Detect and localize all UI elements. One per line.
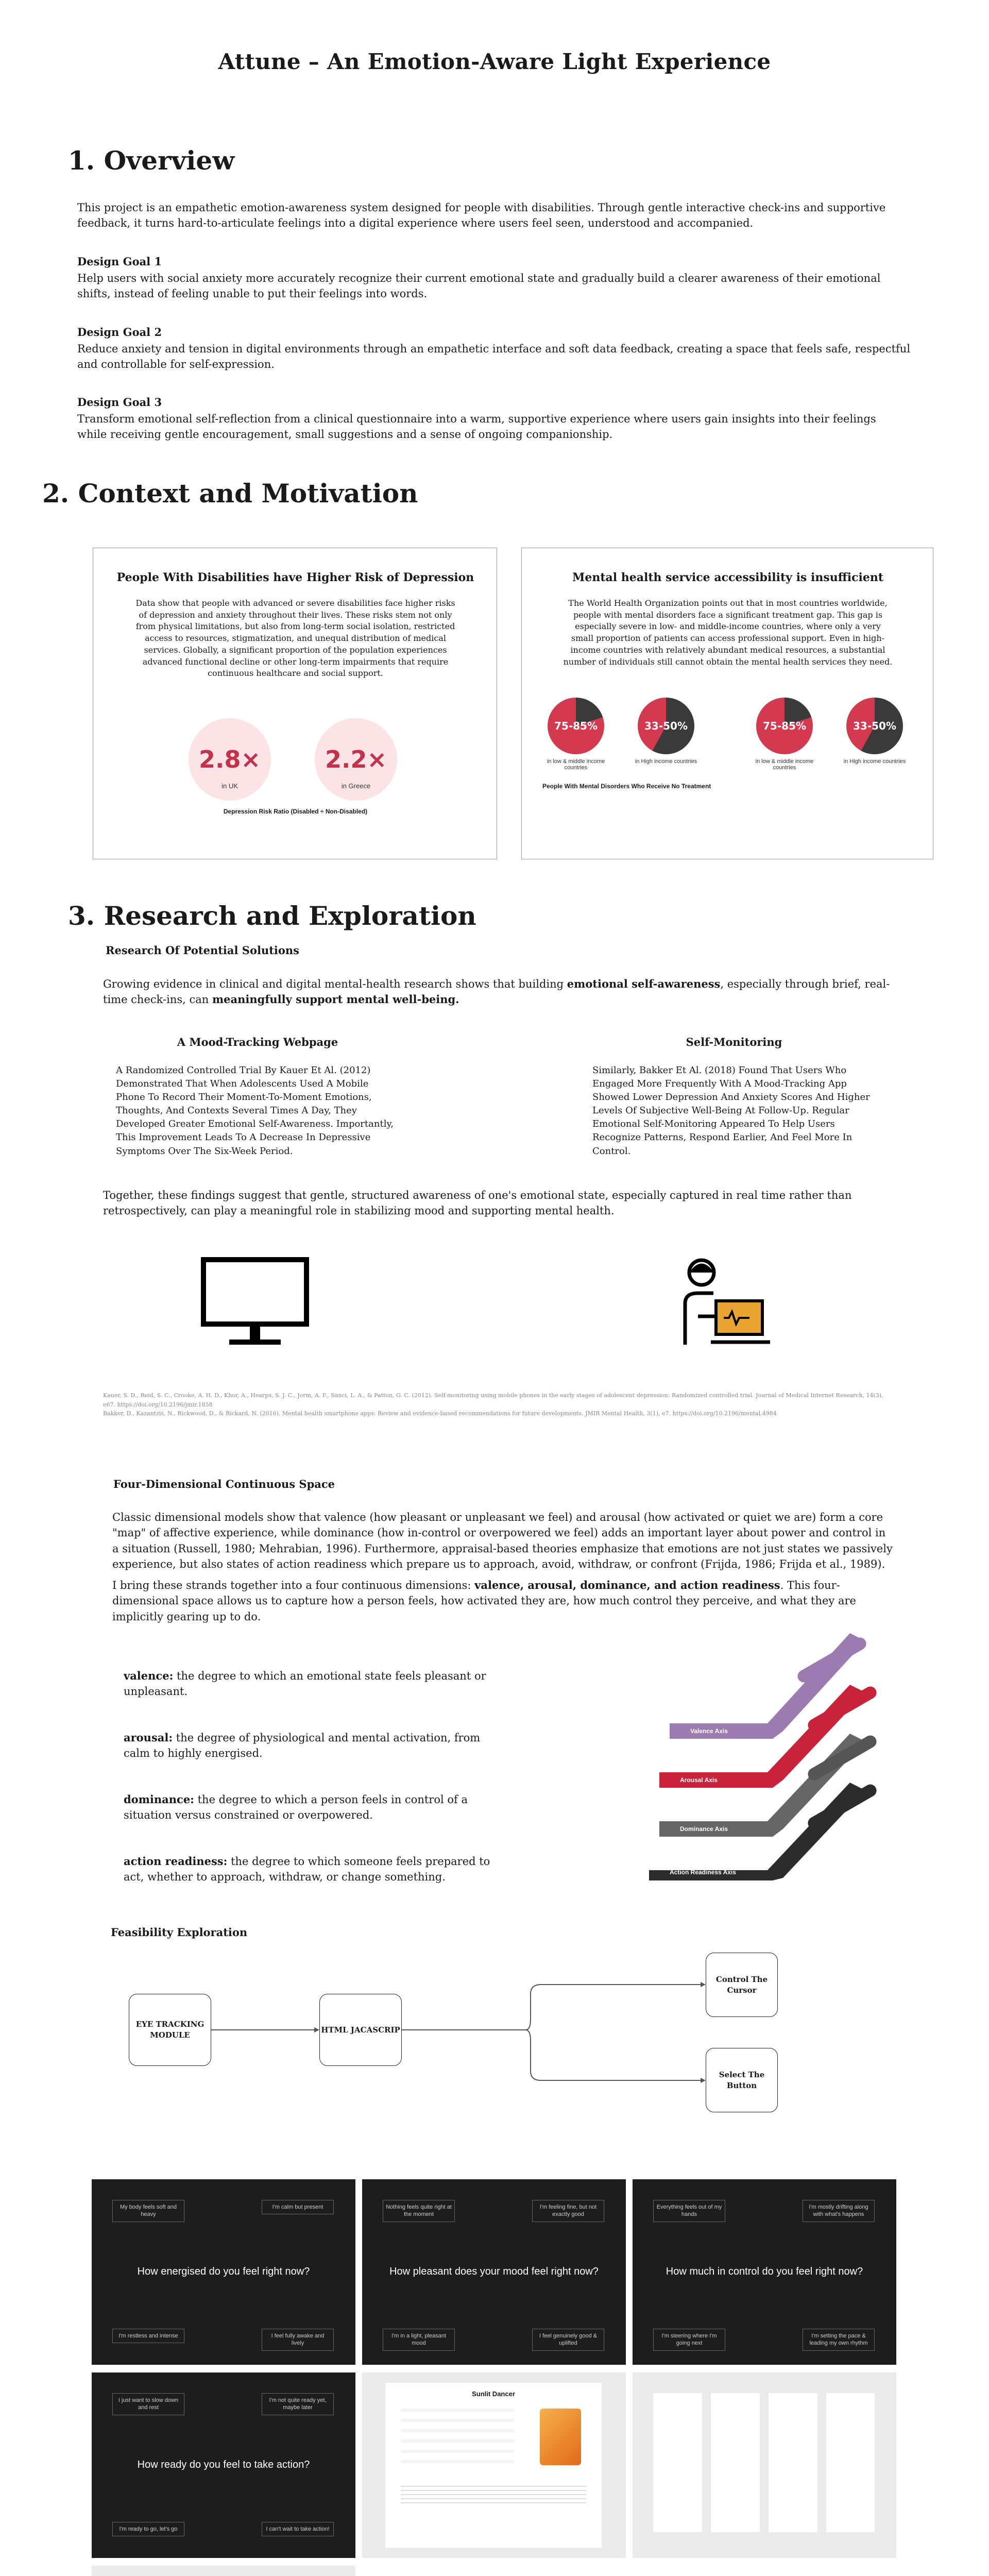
self-monitoring-text: Similarly, Bakker Et Al. (2018) Found That Users Who Engaged More Frequently With A Mood-Tracking App Showed Lower Depression And Anxiety Scores And Higher Levels Of Subjective Well-Being At Follow-Up. Regular Emotional Self-Monitoring Appeared To Help Users Recognize Patterns, Respond Earlier, And Feel More In Control. [592,1065,870,1157]
pie-high-income-2: 33-50% [846,698,903,754]
reference-1: Kauer, S. D., Reid, S. C., Crooke, A. H. D., Khor, A., Hearps, S. J. C., Jorm, A. F., Sanci, L. A., & Patton, G. C. (2012). Self-monitoring using mobile phones in the early stages of adolescent depression: Randomized controlled trial. Journal of Medical Internet Research, 14(3), e67. https://doi.org/10.2196/jmir.1858 [103,1392,883,1408]
screen-energised [92,2179,355,2365]
goal-1-text: Help users with social anxiety more accurately recognize their current emotional state and gradually build a clearer awareness of their emotional shifts, instead of feeling unable to put their feelings into words. [77,272,881,300]
option-3[interactable]: I'm restless and intense [112,2329,184,2343]
options-columns [653,2393,875,2532]
pie-low-income-2: 75-85% [756,698,813,754]
sunlit-chips [401,2409,514,2470]
html-js-node: HTML JACASCRIP [319,1994,402,2066]
research-summary: Together, these findings suggest that gentle, structured awareness of one's emotional state, especially captured in real time rather than retrospectively, can play a meaningful role in stabilizing mood and supporting mental health. [103,1189,852,1217]
accessibility-caption: People With Mental Disorders Who Receive No Treatment [542,783,711,790]
def-dominance: dominance: the degree to which a person feels in control of a situation versus constrained or overpowered. [124,1793,468,1822]
option-1[interactable]: Everything feels out of my hands [653,2200,725,2222]
goal-2-title: Design Goal 2 [77,326,162,338]
references [103,1391,896,1418]
pie-high-income-2-label: in High income countries [843,758,906,765]
def-arousal: arousal: the degree of physiological and mental activation, from calm to highly energised. [124,1731,481,1760]
depression-card-text: Data show that people with advanced or severe disabilities face higher risks of depression and anxiety throughout their lives. These risks stem not only from physical limitations, but also from long-term social isolation, restricted access to resources, stigmatization, and unequal distribution of medical services. Globally, a significant proportion of the population experiences advanced functional decline or other long-term impairments that require continuous healthcare and social support. [135,598,455,679]
question: How much in control do you feel right now? [666,2266,863,2277]
eye-tracking-node: EYE TRACKING MODULE [129,1994,211,2066]
axis-dominance-label: Dominance Axis [680,1825,728,1833]
axis-action-readiness-label: Action Readiness Axis [670,1869,736,1876]
screen-action [92,2372,355,2558]
screen-options-grid [633,2372,896,2558]
screen-control [633,2179,896,2365]
screen-sunlit-dancer [362,2372,626,2558]
mood-tracking-title: A Mood-Tracking Webpage [177,1036,338,1048]
page-title: Attune – An Emotion-Aware Light Experience [218,49,771,74]
pie-high-income-1-label: in High income countries [635,758,697,765]
context-heading: 2. Context and Motivation [42,478,418,509]
depression-caption: Depression Risk Ratio (Disabled ÷ Non-Disabled) [223,808,368,815]
option-4[interactable]: I feel fully awake and lively [262,2329,334,2351]
option-1[interactable]: I just want to slow down and rest [112,2393,184,2415]
research-heading: 3. Research and Exploration [68,901,476,931]
option-4[interactable]: I can't wait to take action! [262,2522,334,2536]
screen-lamp [92,2566,355,2576]
def-valence: valence: the degree to which an emotional state feels pleasant or unpleasant. [124,1669,486,1698]
fourd-p1: Classic dimensional models show that valence (how pleasant or unpleasant we feel) and arousal (how activated or quiet we are) form a core "map" of affective experience, while dominance (how in-control or overpowered we feel) adds an important layer about power and control in a situation (Russell, 1980; Mehrabian, 1996). Furthermore, appraisal-based theories emphasize that emotions are not just states we passively experience, but also states of action readiness which prepare us to approach, avoid, withdraw, or confront (Frijda, 1986; Frijda et al., 1989). [112,1511,893,1571]
question: How pleasant does your mood feel right now? [389,2266,599,2277]
feasibility-title: Feasibility Exploration [111,1926,248,1939]
person-desk-icon [670,1252,773,1355]
option-3[interactable]: I'm in a light, pleasant mood [383,2329,455,2351]
research-intro: Growing evidence in clinical and digital mental-health research shows that building emotional self-awareness, especially through brief, real-time check-ins, can meaningfully support mental well-being. [103,977,890,1006]
pie-high-income-1: 33-50% [638,698,694,754]
pie-low-income-1: 75-85% [548,698,604,754]
option-2[interactable]: I'm not quite ready yet, maybe later [262,2393,334,2415]
option-3[interactable]: I'm steering where I'm going next [653,2329,725,2351]
axes-illustration [618,1613,886,1880]
option-4[interactable]: I feel genuinely good & uplifted [532,2329,604,2351]
monitor-icon [201,1257,309,1352]
option-2[interactable]: I'm calm but present [262,2200,334,2214]
depression-card [93,548,497,859]
option-2[interactable]: I'm feeling fine, but not exactly good [532,2200,604,2222]
goal-2-text: Reduce anxiety and tension in digital environments through an empathetic interface and soft data feedback, creating a space that feels safe, respectful and controllable for self-expression. [77,343,911,371]
overview-heading: 1. Overview [68,145,235,176]
option-2[interactable]: I'm mostly drifting along with what's happens [803,2200,875,2222]
accessibility-card [521,548,933,859]
depression-card-title: People With Disabilities have Higher Risk of Depression [116,571,474,584]
fourd-title: Four-Dimensional Continuous Space [113,1478,335,1490]
sunlit-title: Sunlit Dancer [472,2390,515,2398]
def-action-readiness: action readiness: the degree to which someone feels prepared to act, whether to approach, withdraw, or change something. [124,1855,490,1884]
accessibility-card-text: The World Health Organization points out that in most countries worldwide, people with mental disorders face a significant treatment gap. This gap is especially severe in low- and middle-income countries, where only a very small proportion of patients can access professional support. Even in high-income countries with relatively abundant medical resources, a substantial number of individuals still cannot obtain the mental health services they need. [563,598,893,667]
question: How energised do you feel right now? [137,2266,310,2277]
stat-uk-label: in UK [221,782,238,790]
mood-tracking-text: A Randomized Controlled Trial By Kauer Et Al. (2012) Demonstrated That When Adolescents Used A Mobile Phone To Record Their Moment-To-Moment Emotions, Thoughts, And Contexts Several Times A Day, They Developed Greater Emotional Self-Awareness. Importantly, This Improvement Leads To A Decrease In Depressive Symptoms Over The Six-Week Period. [116,1065,394,1157]
stat-greece-label: in Greece [341,782,371,790]
fourd-p2: I bring these strands together into a four continuous dimensions: valence, arousal, dominance, and action readiness. This four-dimensional space allows us to capture how a person feels, how activated they are, how much control they perceive, and what they are implicitly gearing up to do. [112,1579,856,1623]
pie-low-income-2-label: in low & middle income countries [755,758,814,771]
select-button-node: Select The Button [706,2048,778,2112]
research-subheading: Research Of Potential Solutions [106,944,300,957]
pie-low-income-1-label: in low & middle income countries [547,758,605,771]
option-3[interactable]: I'm ready to go, let's go [112,2522,184,2536]
screen-pleasant [362,2179,626,2365]
accessibility-card-title: Mental health service accessibility is insufficient [572,571,884,584]
option-1[interactable]: My body feels soft and heavy [112,2200,184,2222]
control-cursor-node: Control The Cursor [706,1953,778,2017]
axis-arousal-label: Arousal Axis [680,1776,718,1784]
reference-2: Bakker, D., Kazantzis, N., Rickwood, D., & Rickard, N. (2016). Mental health smartphone apps: Review and evidence-based recommendations for future developments. JMIR Mental Health, 3(1), e7. https://doi.org/10.2196/mental.4984 [103,1410,777,1417]
sunlit-text [401,2486,586,2506]
self-monitoring-title: Self-Monitoring [686,1036,782,1048]
goal-1-title: Design Goal 1 [77,255,162,268]
option-1[interactable]: Nothing feels quite right at the moment [383,2200,455,2222]
overview-intro: This project is an empathetic emotion-awareness system designed for people with disabilities. Through gentle interactive check-ins and supportive feedback, it turns hard-to-articulate feelings into a digital experience where users feel seen, understood and accompanied. [77,201,886,230]
option-4[interactable]: I'm setting the pace & leading my own rhythm [803,2329,875,2351]
sunlit-card [385,2383,602,2548]
goal-3-title: Design Goal 3 [77,396,162,409]
stat-uk: 2.8× [189,718,271,801]
dancer-figure [540,2409,581,2465]
stat-greece: 2.2× [315,718,397,801]
axis-valence-label: Valence Axis [690,1727,728,1735]
goal-3-text: Transform emotional self-reflection from a clinical questionnaire into a warm, supportive experience where users gain insights into their feelings while receiving gentle encouragement, small suggestions and a sense of ongoing companionship. [77,413,876,441]
question: How ready do you feel to take action? [137,2459,310,2470]
